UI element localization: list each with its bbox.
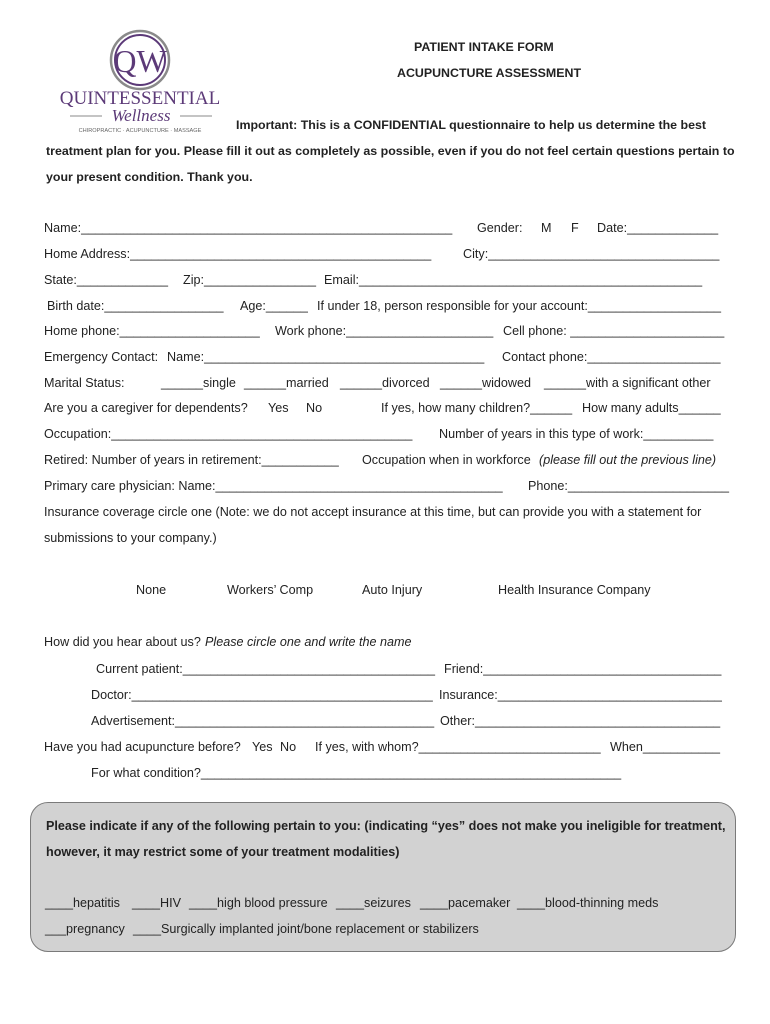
years-work-field[interactable]: Number of years in this type of work:__________ (439, 427, 714, 441)
emergency-name-field[interactable]: Name:________________________________________ (167, 350, 485, 364)
children-count-field[interactable]: If yes, how many children?______ (381, 401, 573, 415)
acupuncture-yes-option[interactable]: Yes (252, 740, 273, 754)
conditions-panel (30, 802, 736, 952)
insurance-workers-comp-option[interactable]: Workers’ Comp (227, 583, 314, 597)
logo-name: QUINTESSENTIAL (59, 88, 221, 109)
row-birth (0, 299, 770, 319)
occupation-workforce-note: (please fill out the previous line) (539, 453, 717, 467)
row-phones (0, 324, 770, 344)
insurance-auto-injury-option[interactable]: Auto Injury (362, 583, 423, 597)
emergency-phone-field[interactable]: Contact phone:___________________ (502, 350, 721, 364)
friend-field[interactable]: Friend:__________________________________ (444, 662, 722, 676)
acupuncture-before-question: Have you had acupuncture before? (44, 740, 241, 754)
other-referral-field[interactable]: Other:___________________________________ (440, 714, 721, 728)
intro-line-1: Important: This is a CONFIDENTIAL questionnaire to help us determine the best (236, 118, 706, 132)
age-field[interactable]: Age:______ (240, 299, 308, 313)
caregiver-question: Are you a caregiver for dependents? (44, 401, 248, 415)
acupuncture-no-option[interactable]: No (280, 740, 297, 754)
insurance-note-text-2: submissions to your company.) (44, 531, 217, 545)
row-marital (0, 376, 770, 396)
hear-about-note: Please circle one and write the name (205, 635, 412, 649)
row-caregiver (0, 401, 770, 421)
state-field[interactable]: State:_____________ (44, 273, 168, 287)
when-field[interactable]: When___________ (610, 740, 720, 754)
date-field[interactable]: Date:_____________ (597, 221, 719, 235)
intro-line-2: treatment plan for you. Please fill it out as completely as possible, even if you do not feel certain questions pertain to (46, 144, 735, 158)
insurance-note-text-1: Insurance coverage circle one (Note: we do not accept insurance at this time, but can provide you with a statement for (44, 505, 702, 519)
doctor-field[interactable]: Doctor:___________________________________________ (91, 688, 433, 702)
cell-phone-field[interactable]: Cell phone: ______________________ (503, 324, 725, 338)
responsible-party-field[interactable]: If under 18, person responsible for your account:___________________ (317, 299, 722, 313)
marital-single-option[interactable]: ______single (161, 376, 236, 390)
with-whom-field[interactable]: If yes, with whom?__________________________ (315, 740, 601, 754)
hear-about-question: How did you hear about us? (44, 635, 201, 649)
insurance-referral-field[interactable]: Insurance:________________________________ (439, 688, 722, 702)
form-subtitle: ACUPUNCTURE ASSESSMENT (397, 66, 582, 80)
birth-date-field[interactable]: Birth date:_________________ (47, 299, 224, 313)
primary-care-name-field[interactable]: Primary care physician: Name:_________________________________________ (44, 479, 503, 493)
caregiver-no-option[interactable]: No (306, 401, 323, 415)
row-referral-2 (0, 688, 770, 708)
insurance-note-line-2 (0, 531, 770, 551)
condition-pregnancy[interactable]: ___pregnancy (45, 922, 125, 936)
work-phone-field[interactable]: Work phone:_____________________ (275, 324, 494, 338)
row-insurance-options (0, 583, 770, 603)
logo-services: CHIROPRACTIC · ACUPUNCTURE · MASSAGE (78, 128, 202, 134)
row-pcp (0, 479, 770, 499)
retired-years-field[interactable]: Retired: Number of years in retirement:___________ (44, 453, 339, 467)
intro-line-3: your present condition. Thank you. (46, 170, 253, 184)
advertisement-field[interactable]: Advertisement:_____________________________________ (91, 714, 435, 728)
row-condition (0, 766, 770, 786)
conditions-intro-1: Please indicate if any of the following pertain to you: (indicating “yes” does not make you ineligible for treatment, (46, 819, 726, 833)
logo-subname: Wellness (111, 106, 171, 125)
condition-blood-thinning-meds[interactable]: ____blood-thinning meds (517, 896, 659, 910)
insurance-none-option[interactable]: None (136, 583, 167, 597)
row-referral-3 (0, 714, 770, 734)
row-state (0, 273, 770, 293)
caregiver-yes-option[interactable]: Yes (268, 401, 289, 415)
row-address (0, 247, 770, 267)
condition-pacemaker[interactable]: ____pacemaker (420, 896, 511, 910)
logo-monogram: QW (113, 43, 167, 79)
adults-count-field[interactable]: How many adults______ (582, 401, 721, 415)
row-referral-1 (0, 662, 770, 682)
zip-field[interactable]: Zip:________________ (183, 273, 317, 287)
form-title: PATIENT INTAKE FORM (414, 40, 554, 54)
marital-divorced-option[interactable]: ______divorced (340, 376, 430, 390)
gender-label: Gender: (477, 221, 523, 235)
emergency-contact-label: Emergency Contact: (44, 350, 159, 364)
condition-hepatitis[interactable]: ____hepatitis (45, 896, 120, 910)
row-hear-about (0, 635, 770, 655)
condition-seizures[interactable]: ____seizures (336, 896, 411, 910)
marital-status-label: Marital Status: (44, 376, 125, 390)
row-acupuncture (0, 740, 770, 760)
row-emergency (0, 350, 770, 370)
gender-m-option[interactable]: M (541, 221, 552, 235)
gender-f-option[interactable]: F (571, 221, 579, 235)
occupation-field[interactable]: Occupation:___________________________________________ (44, 427, 413, 441)
clinic-logo (58, 28, 224, 136)
name-field[interactable]: Name:_____________________________________________________ (44, 221, 453, 235)
occupation-workforce-label: Occupation when in workforce (362, 453, 531, 467)
insurance-health-company-option[interactable]: Health Insurance Company (498, 583, 651, 597)
primary-care-phone-field[interactable]: Phone:_______________________ (528, 479, 730, 493)
row-occupation (0, 427, 770, 447)
home-address-field[interactable]: Home Address:___________________________________________ (44, 247, 432, 261)
condition-high-blood-pressure[interactable]: ____high blood pressure (189, 896, 328, 910)
marital-married-option[interactable]: ______married (244, 376, 329, 390)
marital-widowed-option[interactable]: ______widowed (440, 376, 532, 390)
for-what-condition-field[interactable]: For what condition?____________________________________________________________ (91, 766, 622, 780)
row-retired (0, 453, 770, 473)
condition-hiv[interactable]: ____HIV (132, 896, 182, 910)
email-field[interactable]: Email:_________________________________________________ (324, 273, 703, 287)
home-phone-field[interactable]: Home phone:____________________ (44, 324, 260, 338)
insurance-note-line-1 (0, 505, 770, 525)
conditions-intro-2: however, it may restrict some of your treatment modalities) (46, 845, 400, 859)
logo-graphic (58, 28, 224, 136)
current-patient-field[interactable]: Current patient:____________________________________ (96, 662, 435, 676)
row-name (0, 221, 770, 241)
marital-other-option[interactable]: ______with a significant other (544, 376, 711, 390)
city-field[interactable]: City:_________________________________ (463, 247, 720, 261)
condition-surgical-implant[interactable]: ____Surgically implanted joint/bone replacement or stabilizers (133, 922, 479, 936)
